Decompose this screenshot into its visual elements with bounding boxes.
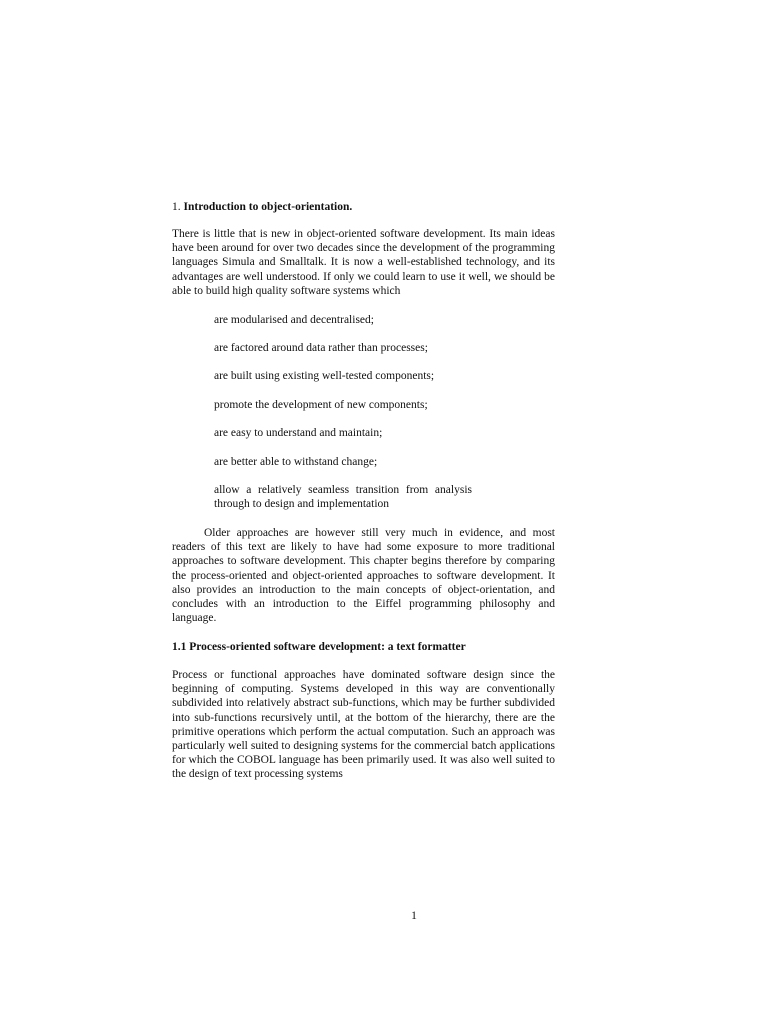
list-item: are built using existing well-tested components; [214,370,435,382]
list-item: allow a relatively seamless transition from analysis through to design and implementation [214,484,472,511]
benefits-list-item-1 [214,313,514,327]
benefits-list-item-4 [214,398,514,412]
section-title: Introduction to object-orientation. [183,201,353,213]
third-paragraph: Process or functional approaches have dominated software design since the beginning of computing. Systems developed in this way are conventionally subdivided into relatively abstract sub-functions, which may be further subdivided into sub-functions recursively until, at the bottom of the hierarchy, there are the primitive operations which perform the actual computation. Such an approach was particularly well suited to designing systems for the commercial batch applications for which the COBOL language has been primarily used. It was also well suited to the design of text processing systems [172,669,555,781]
benefits-list-item-2 [214,341,514,355]
intro-paragraph-block [172,227,555,298]
list-item: are factored around data rather than processes; [214,342,428,354]
section-heading [172,200,555,214]
benefits-list-item-7 [214,483,472,511]
benefits-list-item-3 [214,369,514,383]
second-paragraph-block [172,526,555,625]
section-number: 1. [172,201,181,213]
second-paragraph: Older approaches are however still very much in evidence, and most readers of this text are likely to have had some exposure to more traditional approaches to software development. This chapter begins therefore by comparing the process-oriented and object-oriented approaches to software development. It also provides an introduction to the main concepts of object-orientation, and concludes with an introduction to the Eiffel programming philosophy and language. [172,527,555,625]
list-item: promote the development of new components; [214,399,428,411]
page-number: 1 [411,910,417,922]
third-paragraph-block [172,668,555,782]
list-item: are modularised and decentralised; [214,314,374,326]
benefits-list-item-6 [214,455,514,469]
intro-paragraph: There is little that is new in object-oriented software development. Its main ideas have been around for over two decades since the development of the programming languages Simula and Smalltalk. It is now a well-established technology, and its advantages are well understood. If only we could learn to use it well, we should be able to build high quality software systems which [172,228,555,297]
benefits-list-item-5 [214,426,514,440]
list-item: are better able to withstand change; [214,456,378,468]
list-item: are easy to understand and maintain; [214,427,383,439]
subsection-heading: 1.1 Process-oriented software development: a text formatter [172,641,466,653]
